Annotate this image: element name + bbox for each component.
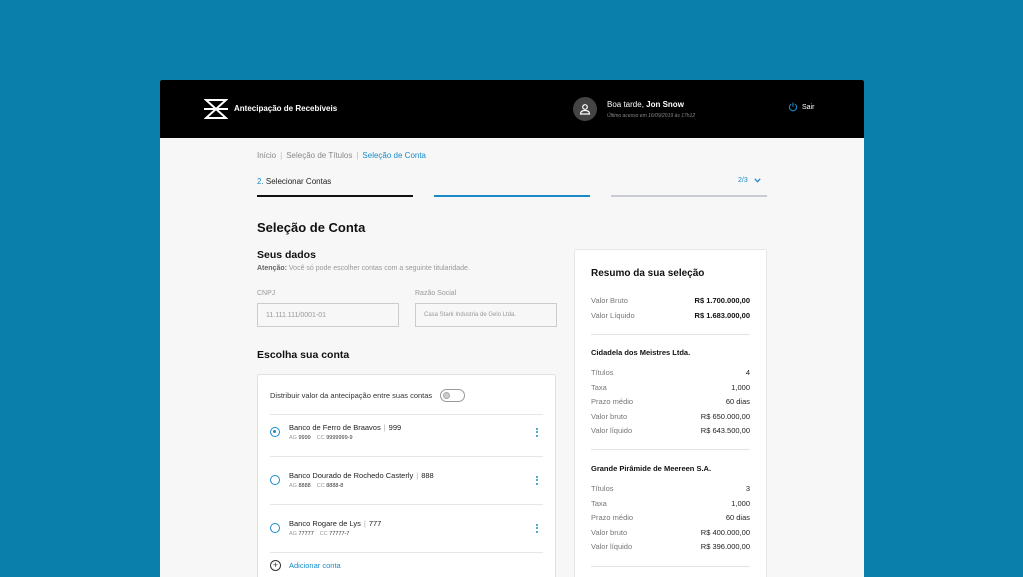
account-item[interactable] xyxy=(270,457,543,505)
cnpj-field: 11.111.111/0001-01 xyxy=(257,303,399,327)
user-name: Jon Snow xyxy=(646,100,684,109)
divider xyxy=(591,334,750,335)
account-bank: Banco Rogare de Lys | 777 xyxy=(289,519,382,528)
summary-row: Valor líquido R$ 643.500,00 xyxy=(591,426,750,435)
greeting xyxy=(607,100,684,109)
summary-row: Valor bruto R$ 650.000,00 xyxy=(591,412,750,421)
top-bar xyxy=(160,80,864,138)
user-icon xyxy=(579,103,591,115)
summary-row: Prazo médio 60 dias xyxy=(591,513,750,522)
greeting-prefix: Boa tarde, xyxy=(607,100,647,109)
summary-row: Taxa 1,000 xyxy=(591,499,750,508)
account-item[interactable] xyxy=(270,505,543,553)
logout-button[interactable] xyxy=(788,102,814,112)
account-info: AG 9999 CC 9999999-9 xyxy=(289,435,353,441)
distribute-toggle[interactable] xyxy=(440,389,465,402)
account-info: AG 77777 CC 77777-7 xyxy=(289,531,350,537)
avatar[interactable] xyxy=(573,97,597,121)
breadcrumb-titles[interactable]: Seleção de Títulos xyxy=(286,151,353,160)
step-number: 2. xyxy=(257,177,264,186)
chevron-down-icon xyxy=(754,178,761,183)
summary-card xyxy=(574,249,767,577)
step-label xyxy=(257,177,331,186)
progress-segment-3 xyxy=(611,195,767,197)
logout-label: Sair xyxy=(802,103,815,111)
power-icon xyxy=(788,102,798,112)
distribute-label: Distribuir valor da antecipação entre suas contas xyxy=(270,391,433,400)
more-options-icon[interactable] xyxy=(533,521,541,535)
step-progress xyxy=(257,195,767,197)
breadcrumb: Início | Seleção de Títulos | Seleção de Conta xyxy=(257,151,427,160)
choose-account-title: Escolha sua conta xyxy=(257,349,350,361)
progress-segment-1 xyxy=(257,195,413,197)
company-name: Cidadela dos Meistres Ltda. xyxy=(591,348,691,357)
app-window xyxy=(160,80,864,577)
summary-row: Valor líquido R$ 396.000,00 xyxy=(591,542,750,551)
attention-note xyxy=(257,265,470,272)
step-name: Selecionar Contas xyxy=(265,177,332,186)
summary-net: Valor Líquido R$ 1.683.000,00 xyxy=(591,311,750,320)
account-info: AG 8888 CC 8888-8 xyxy=(289,483,344,489)
attention-text: Você só pode escolher contas com a seguinte titularidade. xyxy=(286,265,470,272)
account-radio[interactable] xyxy=(270,523,280,533)
divider xyxy=(591,449,750,450)
more-options-icon[interactable] xyxy=(533,473,541,487)
summary-row: Títulos 3 xyxy=(591,484,750,493)
summary-gross: Valor Bruto R$ 1.700.000,00 xyxy=(591,296,750,305)
summary-title: Resumo da sua seleção xyxy=(591,268,705,279)
add-account-button[interactable] xyxy=(270,560,341,571)
more-options-icon[interactable] xyxy=(533,425,541,439)
account-radio[interactable] xyxy=(270,475,280,485)
attention-label: Atenção: xyxy=(257,265,287,272)
account-bank: Banco de Ferro de Braavos | 999 xyxy=(289,423,402,432)
account-radio-selected[interactable] xyxy=(270,427,280,437)
breadcrumb-current: Seleção de Conta xyxy=(362,151,427,160)
account-item[interactable] xyxy=(270,409,543,457)
summary-row: Taxa 1,000 xyxy=(591,383,750,392)
progress-segment-2 xyxy=(434,195,590,197)
add-account-label: Adicionar conta xyxy=(289,561,341,570)
your-data-title: Seus dados xyxy=(257,249,316,261)
step-count: 2/3 xyxy=(738,177,748,184)
accounts-card xyxy=(257,374,556,577)
company-field: Casa Stark Industria de Gelo Ltda. xyxy=(415,303,557,327)
summary-row: Prazo médio 60 dias xyxy=(591,397,750,406)
plus-icon: + xyxy=(270,560,281,571)
company-name: Grande Pirâmide de Meereen S.A. xyxy=(591,464,712,473)
company-label: Razão Social xyxy=(415,290,457,297)
account-bank: Banco Dourado de Rochedo Casterly | 888 xyxy=(289,471,434,480)
step-counter[interactable] xyxy=(738,177,761,184)
logo-icon xyxy=(204,98,228,120)
divider xyxy=(591,566,750,567)
summary-row: Valor bruto R$ 400.000,00 xyxy=(591,528,750,537)
app-title: Antecipação de Recebíveis xyxy=(234,104,338,113)
summary-row: Títulos 4 xyxy=(591,368,750,377)
toggle-knob xyxy=(443,392,450,399)
last-access: Último acesso em 16/09/2019 às 17h12 xyxy=(607,113,696,119)
page-title: Seleção de Conta xyxy=(257,220,366,235)
breadcrumb-home[interactable]: Início xyxy=(257,151,277,160)
cnpj-label: CNPJ xyxy=(257,290,276,297)
